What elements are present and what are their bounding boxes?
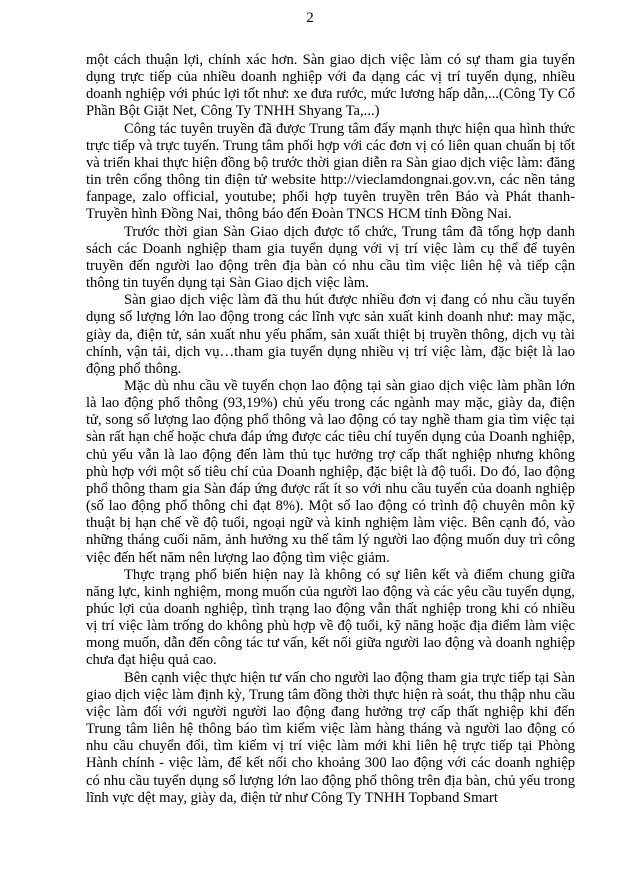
paragraph: Sàn giao dịch việc làm đã thu hút được nhiều đơn vị đang có nhu cầu tuyển dụng số lượng lớn lao động trong các lĩnh vực sản xuất kinh doanh như: may mặc, giày da, điện tử, sản xuất nhu yếu phẩm, sản xuất thiệt bị truyền thông, dịch vụ tài chính, vận tải, dịch vụ…tham gia tuyển dụng nhiều vị trí việc làm, đặc biệt là lao động phổ thông. <box>86 292 575 377</box>
paragraph: Mặc dù nhu cầu về tuyển chọn lao động tại sàn giao dịch việc làm phần lớn là lao động phổ thông (93,19%) chủ yếu trong các ngành may mặc, giày da, điện tử, song số lượng lao động phổ thông và lao động có tay nghề tham gia tìm việc tại sàn rất hạn chế hoặc chưa đáp ứng được các tiêu chí tuyển dụng của Doanh nghiệp, chủ yếu vẫn là lao động đến làm thủ tục hưởng trợ cấp thất nghiệp nhưng không phù hợp với một số tiêu chí của Doanh nghiệp, đặc biệt là độ tuổi. Do đó, lao động phổ thông tham gia Sàn đáp ứng được rất ít so với nhu cầu tuyển của doanh nghiệp (số lao động phổ thông chỉ đạt 8%). Một số lao động có trình độ chuyên môn kỹ thuật bị hạn chế về độ tuổi, ngoại ngữ và kinh nghiệm làm việc. Bên cạnh đó, vào những tháng cuối năm, ảnh hưởng xu thế tâm lý người lao động muốn duy trì công việc đến hết năm nên lượng lao động tìm việc giảm. <box>86 377 575 566</box>
paragraph: Trước thời gian Sàn Giao dịch được tổ chức, Trung tâm đã tổng hợp danh sách các Doanh nghiệp tham gia tuyển dụng với vị trí việc làm cụ thể để tuyên truyền đến người lao động trên địa bàn có nhu cầu tìm việc liên hệ và tiếp cận thông tin tuyển dụng tại Sàn Giao dịch việc làm. <box>86 223 575 292</box>
paragraph: một cách thuận lợi, chính xác hơn. Sàn giao dịch việc làm có sự tham gia tuyển dụng trực tiếp của nhiều doanh nghiệp với đa dạng các vị trí tuyển dụng, nhiều doanh nghiệp với phúc lợi tốt như: xe đưa rước, mức lương hấp dẫn,...(Công Ty Cổ Phần Bột Giặt Net, Công Ty TNHH Shyang Ta,...) <box>86 52 575 120</box>
paragraph: Thực trạng phổ biến hiện nay là không có sự liên kết và điểm chung giữa năng lực, kinh nghiệm, mong muốn của người lao động và các yêu cầu tuyển dụng, phúc lợi của doanh nghiệp, tình trạng lao động vẫn thất nghiệp trong khi có nhiều vị trí việc làm trống do không phù hợp về độ tuổi, kỹ năng hoặc địa điểm làm việc mong muốn, dẫn đến công tác tư vấn, kết nối giữa người lao động và doanh nghiệp chưa đạt hiệu quả cao. <box>86 566 575 669</box>
document-body <box>86 52 575 807</box>
page-number: 2 <box>306 10 314 26</box>
paragraph: Công tác tuyên truyền đã được Trung tâm đẩy mạnh thực hiện qua hình thức trực tiếp và trực tuyến. Trung tâm phối hợp với các đơn vị có liên quan chuẩn bị tốt và triển khai thực hiện đồng bộ trước thời gian diễn ra Sàn giao dịch việc làm: đăng tin trên cổng thông tin điện tử website http://vieclamdongnai.gov.vn, các nền tảng fanpage, zalo official, youtube; phối hợp tuyên truyền trên Báo và Phát thanh-Truyền hình Đồng Nai, thông báo đến Đoàn TNCS HCM tỉnh Đồng Nai. <box>86 120 575 223</box>
paragraph: Bên cạnh việc thực hiện tư vấn cho người lao động tham gia trực tiếp tại Sàn giao dịch việc làm định kỳ, Trung tâm đồng thời thực hiện rà soát, thu thập nhu cầu việc làm đối với người người lao động đang hưởng trợ cấp thất nghiệp khi đến Trung tâm liên hệ thông báo tìm kiếm việc làm hàng tháng và người lao động có nhu cầu chuyển đổi, tìm kiếm vị trí việc làm mới khi liên hệ trực tiếp tại Phòng Hành chính - việc làm, để kết nối cho khoảng 300 lao động với các doanh nghiệp có nhu cầu tuyển dụng số lượng lớn lao động phổ thông trên địa bàn, chủ yếu trong lĩnh vực dệt may, giày da, điện tử như Công Ty TNHH Topband Smart <box>86 669 575 806</box>
